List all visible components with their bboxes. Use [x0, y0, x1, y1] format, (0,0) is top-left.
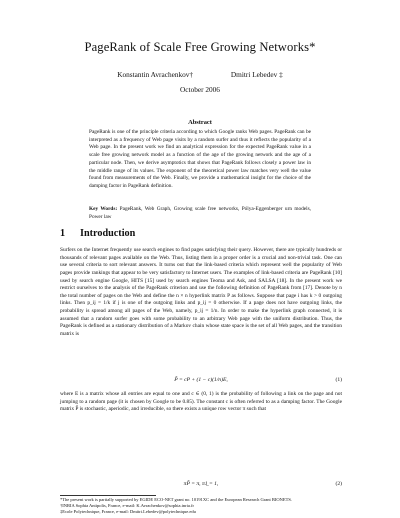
- abstract-heading: Abstract: [188, 119, 212, 126]
- author-name: Konstantin Avrachenkov†: [117, 70, 194, 79]
- after-equation-paragraph: where E is a matrix whose all entries are equal to one and c ∈ (0, 1) is the probability of following a link on the page and not jumping to a random page (it is chosen by Google to be 0.85). The constant c is often referred to as a damping factor. The Google matrix P̃ is stochastic, aperiodic, and irreducible, so there exists a unique row vector π such that: [60, 391, 342, 413]
- abstract-text: PageRank is one of the principle criteria according to which Google ranks Web pages. PageRank can be interpreted as a frequency of Web page visits by a random surfer and thus it reflects the popularity of a Web page. In the present work we find an analytical expression for the expected PageRank value in a scale free growing network model as a function of the age of the growing network and the age of a particular node. Then, we derive asymptotics that shows that PageRank follows closely a power law in the middle range of its values. The exponent of the theoretical power law matches very well the value found from measurements of the Web. Finally, we provide a mathematical insight for the choice of the damping factor in PageRank definition.: [89, 129, 311, 189]
- equation-number: (1): [335, 377, 342, 383]
- keywords-text: PageRank, Web Graph, Growing scale free networks, Pólya-Eggenberger urn models, Power law: [89, 206, 312, 220]
- equation-expression: P̃ = cP + (1 − c)(1/n)E,: [174, 377, 228, 383]
- author-list: [0, 70, 400, 79]
- equation-expression: πP̃ = π, π1̲ = 1,: [183, 481, 219, 487]
- section-number: 1: [60, 228, 66, 239]
- footnote-funding: *The present work is partially supported by EGIDE ECO-NET grant no. 10191XC and the European Research Grant BIONETS.: [60, 497, 292, 502]
- keywords: [89, 206, 311, 221]
- footnote-rule: [60, 495, 156, 496]
- equation-1: [60, 377, 342, 385]
- keywords-label: Key Words:: [89, 206, 118, 212]
- section-title: Introduction: [80, 228, 136, 239]
- paper-title: PageRank of Scale Free Growing Networks*: [84, 40, 316, 54]
- footnotes: [60, 497, 342, 515]
- intro-paragraph: Surfers on the Internet frequently use search engines to find pages satisfying their query. However, there are typically hundreds or thousands of relevant pages available on the Web. Thus, listing them in a proper order is a crucial and non-trivial task. One can use several criteria to sort relevant answers. It turns out that the link-based criteria which represent well the popularity of Web pages provide rankings that appear to be very satisfactory to Internet users. The examples of link-based criteria are PageRank [10] used by search engine Google, HITS [15] used by search engines Teoma and Ask, and SALSA [18]. In the present work we restrict ourselves to the analysis of the PageRank criterion and use the following definition of PageRank from [17]. Denote by n the total number of pages on the Web and define the n × n hyperlink matrix P as follows. Suppose that page i has k > 0 outgoing links. Then p_ij = 1/k if j is one of the outgoing links and p_ij = 0 otherwise. If a page does not have outgoing links, the probability is spread among all pages of the Web, namely, p_ij = 1/n. In order to make the hyperlink graph connected, it is assumed that a random surfer goes with some probability to an arbitrary Web page with the uniform distribution. Thus, the PageRank is defined as a stationary distribution of a Markov chain whose state space is the set of all Web pages, and the transition matrix is: [60, 247, 342, 337]
- footnote-author-2: ‡Ecole Polytechnique, France, e-mail: Dmitri.Lebedev@polytechnique.edu: [60, 509, 196, 515]
- paper-date: October 2006: [180, 85, 220, 94]
- author-name: Dmitri Lebedev ‡: [230, 70, 283, 79]
- footnote-author-1: †INRIA Sophia Antipolis, France, e-mail: K.Avrachenkov@sophia.inria.fr: [60, 503, 195, 509]
- equation-number: (2): [335, 481, 342, 487]
- section-heading: [60, 228, 135, 239]
- equation-2: [60, 481, 342, 489]
